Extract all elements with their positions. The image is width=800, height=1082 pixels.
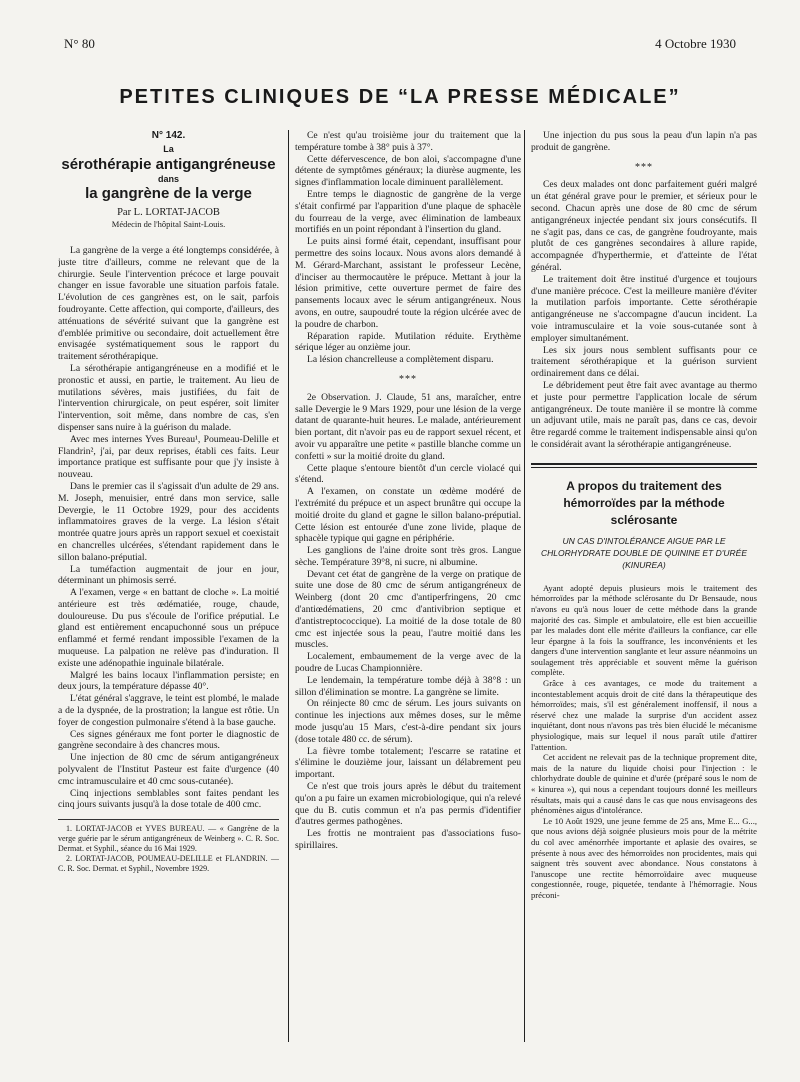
paragraph: Une injection du pus sous la peau d'un lapin n'a pas produit de gangrène. — [531, 130, 757, 153]
paragraph: Une injection de 80 cmc de sérum antigangréneux polyvalent de l'Institut Pasteur est faite d'urgence (40 cmc intramusculaire et 40 cmc sous-cutanée). — [58, 752, 279, 787]
paragraph: A l'examen, on constate un œdème modéré de l'extrémité du prépuce et un aspect brunâtre qui occupe la moitié droite du gland et gagne le sillon balano-préputial. Cette lésion est entourée d'une zone livide, plaque de sphacèle typique qui gagne en périphérie. — [295, 486, 521, 545]
paragraph: Ce n'est que trois jours après le début du traitement qu'on a pu faire un examen microbiologique, qui n'a relevé que du B. cutis commun et n'a pas permis d'identifier d'autres germes pathogènes. — [295, 781, 521, 828]
paragraph: Les frottis ne montraient pas d'associations fuso-spirillaires. — [295, 828, 521, 852]
column-2 — [288, 130, 521, 1042]
paragraph: La sérothérapie antigangréneuse en a modifié et le pronostic et aussi, en partie, le traitement. Au lieu de mutilations sévères, mais justifiées, du fait de l'intervention chirurgicale, on peut espérer, soit limiter l'intervention, soit même, dans nombre de cas, s'en dispenser sans nuire à la guérison du malade. — [58, 362, 279, 433]
issue-number: N° 80 — [64, 36, 95, 51]
paragraph: Ces signes généraux me font porter le diagnostic de gangrène secondaire à des chancres mous. — [58, 728, 279, 752]
paragraph: A l'examen, verge « en battant de cloche ». La moitié antérieure est très œdématiée, rouge, chaude, douloureuse. Du pus s'écoule de l'orifice préputial. Le gland est entièrement encapuchonné sous un prépuce enflammé et fermé rendant impossible l'examen de la muqueuse. La palpation ne relève pas d'induration. Il existe une adénopathie inguinale bilatérale. — [58, 587, 279, 669]
paragraph: Cette défervescence, de bon aloi, s'accompagne d'une détente de symptômes généraux; la diurèse augmente, les signes d'inflammation locale diminuent parallèlement. — [295, 153, 521, 189]
article-2-body — [531, 583, 757, 901]
article-number: N° 142. — [151, 130, 186, 141]
title-la: La — [163, 143, 174, 154]
paragraph: Avec mes internes Yves Bureau¹, Poumeau-Delille et Flandrin², j'ai, par deux reprises, établi ces faits. Leur importance pratique est suffisante pour que j'y insiste à nouveau. — [58, 433, 279, 481]
paragraph: Le traitement doit être institué d'urgence et toujours d'une manière précoce. C'est la meilleure manière d'éviter la mutilation parfois importante. Cette sérothérapie antigangréneuse ne s'accompagne d'aucun incident. La voie intramusculaire et la voie sous-cutanée sont à employer simultanément. — [531, 273, 757, 344]
author: Par L. LORTAT-JACOB — [117, 207, 220, 219]
column-3 — [524, 130, 757, 1042]
paragraph: Cette plaque s'entoure bientôt d'un cercle violacé qui s'étend. — [295, 462, 521, 486]
article-2-title: A propos du traitement des hémorroïdes par la méthode sclérosante — [563, 478, 725, 527]
paragraph: Devant cet état de gangrène de la verge on pratique de suite une dose de 80 cmc de sérum antigangréneux de Weinberg (dont 20 cmc d'antiperfringens, 20 cmc d'antiœdématiens, 20 cmc d'antivibrion septique et d'antistreptococcique). La moitié de la dose totale de 80 cmc est injectée sous la peau, l'autre moitié dans les muscles. — [295, 568, 521, 651]
section-separator-stars: *** — [635, 161, 653, 173]
paragraph: Les six jours nous semblent suffisants pour ce traitement sérothérapique et la guérison survient ordinairement dans ce délai. — [531, 344, 757, 380]
article-subtitle: la gangrène de la verge — [85, 185, 252, 203]
paragraph: Malgré les bains locaux l'inflammation persiste; en deux jours, la température dépasse 40°. — [58, 669, 279, 693]
paragraph: La tuméfaction augmentait de jour en jour, déterminant un phimosis serré. — [58, 563, 279, 587]
paragraph: La gangrène de la verge a été longtemps considérée, à juste titre d'ailleurs, comme ne relevant que de la chirurgie. Seule l'intervention précoce et large pouvait changer en issue favorable une situation parfois fatale. L'évolution de ces gangrènes est, on le sait, parfois foudroyante. Cette affection, qui comporte, d'ailleurs, des atténuations de sévérité suivant que la gangrène est d'emblée primitive ou secondaire, doit actuellement être envisagée systématiquement sous le rapport du traitement sérothérapique. — [58, 244, 279, 363]
paragraph: Le puits ainsi formé était, cependant, insuffisant pour permettre des soins locaux. Nous avons alors demandé à M. Gérard-Marchant, assistant le professeur Lecène, d'inciser au thermocautère le prépuce. Mettant à jour la lésion primitive, cette ouverture permet de faire des pansements locaux avec le sérum antigangréneux. Nous avons, en outre, saupoudré toute la région ulcérée avec de la poudre de charbon. — [295, 236, 521, 330]
footnote: 2. LORTAT-JACOB, POUMEAU-DELILLE et FLANDRIN. — C. R. Soc. Dermat. et Syphil., Novembre 1929. — [58, 854, 279, 874]
article-2-subtitle: UN CAS D'INTOLÉRANCE AIGUE PAR LE CHLORHYDRATE DOUBLE DE QUININE ET D'URÉE (KINUREA) — [541, 535, 747, 570]
column-1 — [58, 130, 279, 1042]
paragraph: Réparation rapide. Mutilation réduite. Erythème sérique léger au onzième jour. — [295, 330, 521, 354]
paragraph: Cinq injections semblables sont faites pendant les cinq jours suivants jusqu'à la dose totale de 400 cmc. — [58, 787, 279, 811]
section-separator-stars: *** — [399, 373, 417, 385]
footnotes — [58, 819, 279, 874]
masthead-title: PETITES CLINIQUES DE “LA PRESSE MÉDICALE” — [119, 86, 681, 108]
paragraph: La fièvre tombe totalement; l'escarre se ratatine et s'élimine le douzième jour, laissant un délabrement peu important. — [295, 745, 521, 781]
paragraph: Ce n'est qu'au troisième jour du traitement que la température tombe à 38° puis à 37°. — [295, 130, 521, 153]
issue-date: 4 Octobre 1930 — [655, 36, 736, 51]
paragraph: Dans le premier cas il s'agissait d'un adulte de 29 ans. M. Joseph, menuisier, entré dans mon service, salle Devergie, le 11 Octobre 1929, pour des accidents inflammatoires graves de la verge. La lésion s'était montrée quatre jours après un rapport sexuel et coexistait en chancrelles ulcérées, s'étendant rapidement dans le sillon balano-préputial. — [58, 480, 279, 563]
paragraph: On réinjecte 80 cmc de sérum. Les jours suivants on continue les injections aux mêmes doses, sur le même mode jusqu'au 15 Mars, c'est-à-dire pendant six jours (dose totale 480 cc. de sérum). — [295, 698, 521, 745]
paragraph: Le débridement peut être fait avec avantage au thermo et juste pour permettre l'application locale de sérum antigangréneux. De toute manière il se montre là comme un adjuvant utile, mais ne paraît pas, dans ce cas, devoir être regardé comme le traitement indispensable ainsi qu'on le considérait avant la sérothérapie antigangréneuse. — [531, 379, 757, 450]
paragraph: Le 10 Août 1929, une jeune femme de 25 ans, Mme E... G..., que nous avions déjà soignée plusieurs mois pour de la métrite du col avec aménorrhée importante et aplasie des ovaires, se présente à nous avec des hémorroïdes non procidentes, mais qui saignent très souvent avec abondance. Nous constatons à l'anuscope une rectite hémorroïdaire avec muqueuse congestionnée, rouge, piquetée, tendante à l'hémorragie. Nous préconi- — [531, 815, 757, 900]
title-dans: dans — [157, 173, 179, 184]
paragraph: 2e Observation. J. Claude, 51 ans, maraîcher, entre salle Devergie le 9 Mars 1929, pour une lésion de la verge datant de quarante-huit heures. Le malade, antérieurement bien portant, dit n'avoir pas eu de rapport sexuel récent, et avoir vu apparaître une petite « pastille blanche comme un confetti » sur la moitié droite du gland. — [295, 391, 521, 462]
column-1-body — [58, 245, 279, 811]
paragraph: Ayant adopté depuis plusieurs mois le traitement des hémorroïdes par la méthode sclérosante du Dr Bensaude, nous n'avons eu qu'à nous louer de cette méthode dans la grande majorité des cas. Simple et ambulatoire, elle est bien accueillie par les malades dont elle mérite d'ailleurs la confiance, car elle leur épargne à la fois la souffrance, les inconvénients et les dangers d'une intervention sanglante et leur assure néanmoins un soulagement très appréciable et souvent même la guérison complète. — [531, 582, 757, 678]
author-affiliation: Médecin de l'hôpital Saint-Louis. — [111, 219, 226, 230]
paragraph: La lésion chancrelleuse a complètement disparu. — [307, 354, 494, 366]
paragraph: Le lendemain, la température tombe déjà à 38°8 : un sillon d'élimination se montre. La gangrène se limite. — [295, 674, 521, 698]
paragraph: L'état général s'aggrave, le teint est plombé, le malade a de la dyspnée, de la prostration; la langue est rôtie. Un foyer de congestion pulmonaire s'étend à la base gauche. — [58, 693, 279, 728]
paragraph: Entre temps le diagnostic de gangrène de la verge s'était confirmé par l'apparition d'une plaque de sphacèle du fourreau de la verge, avec élimination de lambeaux mortifiés en un point répondant à l'insertion du gland. — [295, 188, 521, 236]
paragraph: Localement, embaumement de la verge avec de la poudre de Lucas Championnière. — [295, 651, 521, 675]
article-title: sérothérapie antigangréneuse — [61, 155, 276, 173]
paragraph: Grâce à ces avantages, ce mode du traitement a incontestablement acquis droit de cité dans la thérapeutique des hémorroïdes; mais, s'il est généralement inoffensif, il nous a réservé chez une malade la surprise d'un accident assez inquiétant, dont nous n'avons pas très bien élucidé le mécanisme physiologique, mais sur lequel il nous paraît utile d'attirer l'attention. — [531, 678, 757, 752]
footnote: 1. LORTAT-JACOB et YVES BUREAU. — « Gangrène de la verge guérie par le sérum antigangréneux de Weinberg ». C. R. Soc. Dermat. et Syphil., séance du 16 Mai 1929. — [58, 824, 279, 854]
article-divider — [531, 463, 757, 468]
paragraph: Les ganglions de l'aine droite sont très gros. Langue sèche. Température 39°8, ni sucre, ni albumine. — [295, 545, 521, 568]
paragraph: Cet accident ne relevait pas de la technique proprement dite, mais de la nature du liquide choisi pour l'injection : le chlorhydrate double de quinine et d'urée (préparé sous le nom de « kinurea »), qui nous a cependant toujours donné les meilleurs résultats, mais qui a causé dans le cas que nous envisageons des phénomènes aigus d'intolérance. — [531, 752, 757, 816]
paragraph: Ces deux malades ont donc parfaitement guéri malgré un état général grave pour le premier, et sérieux pour le second. Chacun après une dose de 80 cmc de sérum antigangréneux injectée pendant six jours consécutifs. Il ne s'agit pas, dans ce cas, de gangrène foudroyante, mais plutôt de ces gangrènes secondaires à allure rapide, accompagnée d'hyperthermie, et d'atteinte de l'état général. — [531, 179, 757, 273]
